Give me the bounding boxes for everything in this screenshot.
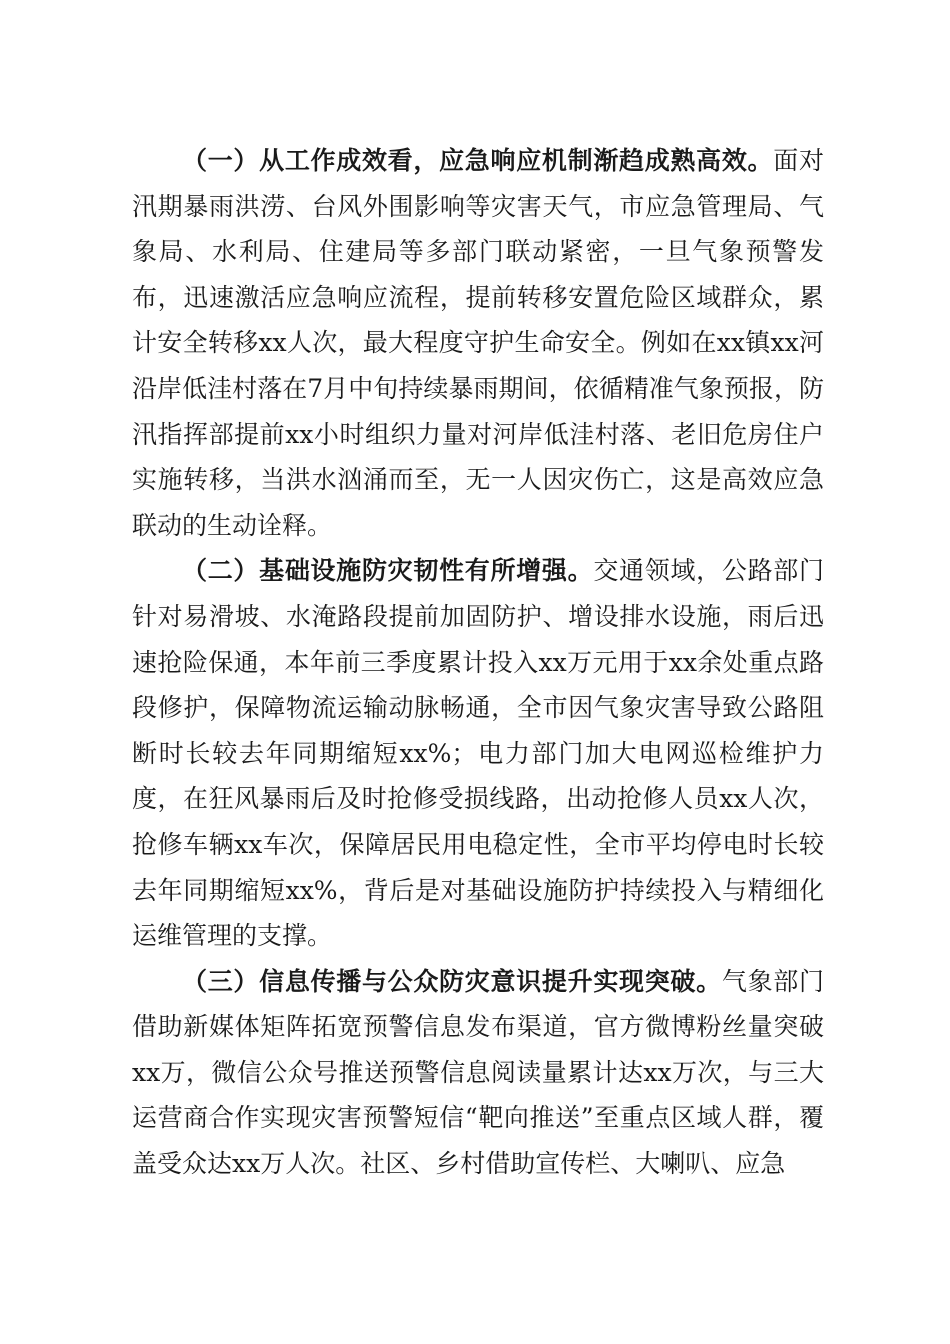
paragraph-1 — [132, 138, 824, 548]
paragraph-2 — [132, 548, 824, 958]
paragraph-2-body: 交通领域，公路部门针对易滑坡、水淹路段提前加固防护、增设排水设施，雨后迅速抢险保通，本年前三季度累计投入xx万元用于xx余处重点路段修护，保障物流运输动脉畅通，全市因气象灾害导致公路阻断时长较去年同期缩短xx%；电力部门加大电网巡检维护力度，在狂风暴雨后及时抢修受损线路，出动抢修人员xx人次，抢修车辆xx车次，保障居民用电稳定性，全市平均停电时长较去年同期缩短xx%，背后是对基础设施防护持续投入与精细化运维管理的支撑。 — [132, 556, 824, 951]
paragraph-3 — [132, 959, 824, 1187]
paragraph-1-body: 面对汛期暴雨洪涝、台风外围影响等灾害天气，市应急管理局、气象局、水利局、住建局等多部门联动紧密，一旦气象预警发布，迅速激活应急响应流程，提前转移安置危险区域群众，累计安全转移xx人次，最大程度守护生命安全。例如在xx镇xx河沿岸低洼村落在7月中旬持续暴雨期间，依循精准气象预报，防汛指挥部提前xx小时组织力量对河岸低洼村落、老旧危房住户实施转移，当洪水汹涌而至，无一人因灾伤亡，这是高效应急联动的生动诠释。 — [132, 146, 824, 540]
paragraph-2-heading: （二）基础设施防灾韧性有所增强。 — [182, 556, 594, 586]
paragraph-3-body: 气象部门借助新媒体矩阵拓宽预警信息发布渠道，官方微博粉丝量突破xx万，微信公众号推送预警信息阅读量累计达xx万次，与三大运营商合作实现灾害预警短信“靶向推送”至重点区域人群，覆盖受众达xx万人次。社区、乡村借助宣传栏、大喇叭、应急 — [132, 966, 824, 1179]
document-page — [132, 138, 824, 1187]
paragraph-1-heading: （一）从工作成效看，应急响应机制渐趋成熟高效。 — [182, 146, 774, 175]
paragraph-3-heading: （三）信息传播与公众防灾意识提升实现突破。 — [182, 966, 722, 996]
